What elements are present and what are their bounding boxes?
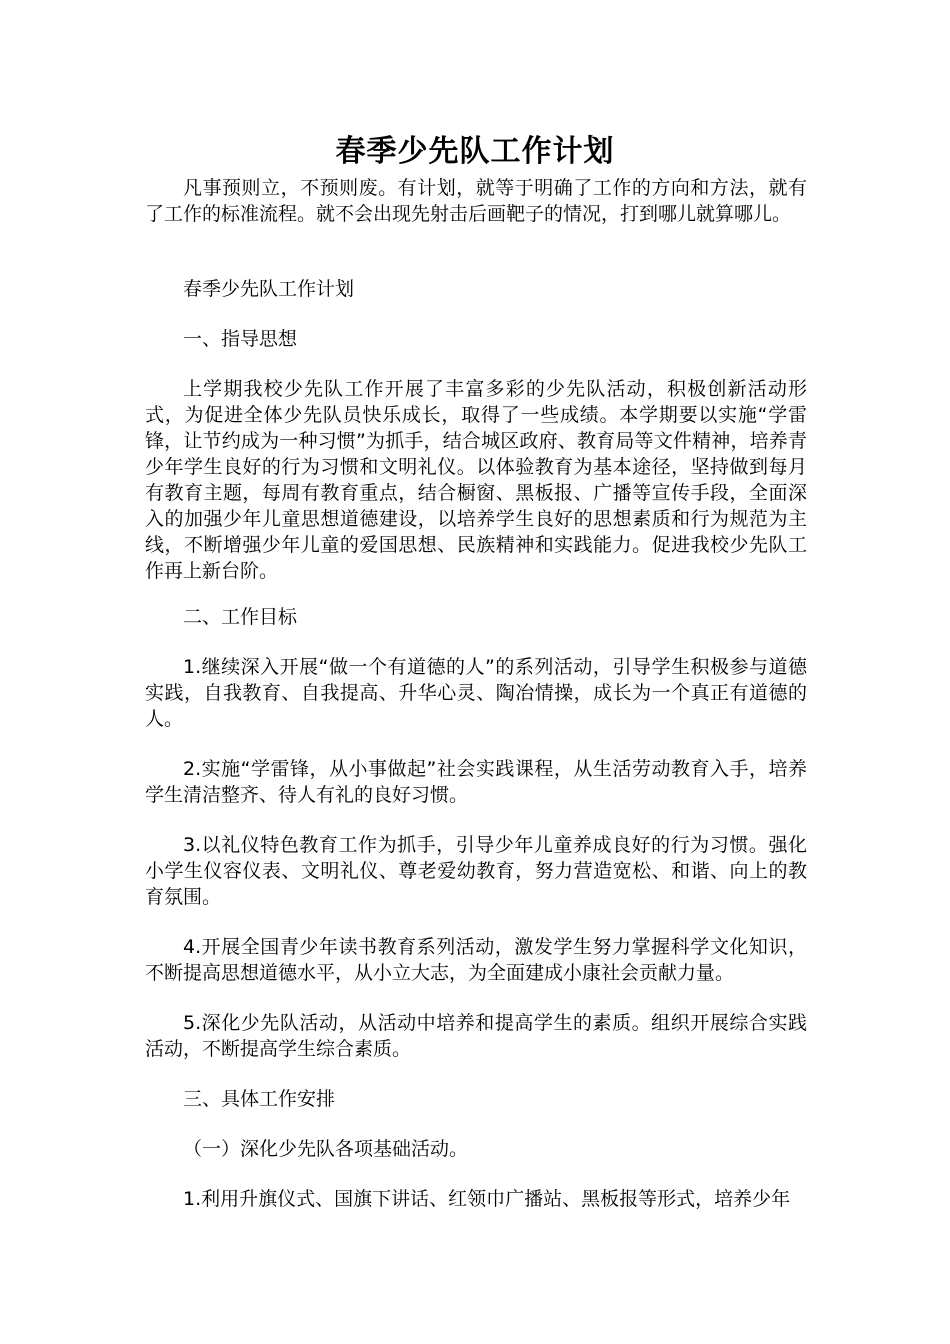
section-heading-arrangements: 三、具体工作安排 bbox=[183, 1088, 336, 1110]
goal-item: 3.以礼仪特色教育工作为抓手，引导少年儿童养成良好的行为习惯。强化小学生仪容仪表、文明礼仪、尊老爱幼教育，努力营造宽松、和谐、向上的教育氛围。 bbox=[145, 834, 807, 908]
section-heading-guiding-thought: 一、指导思想 bbox=[183, 328, 298, 350]
document-title: 春季少先队工作计划 bbox=[335, 134, 615, 169]
arrangement-item: 1.利用升旗仪式、国旗下讲话、红领巾广播站、黑板报等形式，培养少年 bbox=[183, 1188, 791, 1210]
goal-item: 4.开展全国青少年读书教育系列活动，激发学生努力掌握科学文化知识，不断提高思想道德水平，从小立大志，为全面建成小康社会贡献力量。 bbox=[145, 936, 807, 984]
section-heading-goals: 二、工作目标 bbox=[183, 606, 298, 628]
subtitle: 春季少先队工作计划 bbox=[183, 278, 355, 300]
guiding-thought-paragraph: 上学期我校少先队工作开展了丰富多彩的少先队活动，积极创新活动形式，为促进全体少先队员快乐成长，取得了一些成绩。本学期要以实施“学雷锋，让节约成为一种习惯”为抓手，结合城区政府、教育局等文件精神，培养青少年学生良好的行为习惯和文明礼仪。以体验教育为基本途径，坚持做到每月有教育主题，每周有教育重点，结合橱窗、黑板报、广播等宣传手段，全面深入的加强少年儿童思想道德建设，以培养学生良好的思想素质和行为规范为主线，不断增强少年儿童的爱国思想、民族精神和实践能力。促进我校少先队工作再上新台阶。 bbox=[145, 378, 807, 582]
goal-item: 2.实施“学雷锋，从小事做起”社会实践课程，从生活劳动教育入手，培养学生清洁整齐、待人有礼的良好习惯。 bbox=[145, 758, 807, 806]
goal-item: 5.深化少先队活动，从活动中培养和提高学生的素质。组织开展综合实践活动，不断提高学生综合素质。 bbox=[145, 1012, 807, 1060]
intro-paragraph: 凡事预则立，不预则废。有计划，就等于明确了工作的方向和方法，就有了工作的标准流程。就不会出现先射击后画靶子的情况，打到哪儿就算哪儿。 bbox=[145, 177, 807, 225]
goal-item: 1.继续深入开展“做一个有道德的人”的系列活动，引导学生积极参与道德实践，自我教育、自我提高、升华心灵、陶冶情操，成长为一个真正有道德的人。 bbox=[145, 656, 807, 730]
subsection-heading: （一）深化少先队各项基础活动。 bbox=[183, 1138, 469, 1160]
